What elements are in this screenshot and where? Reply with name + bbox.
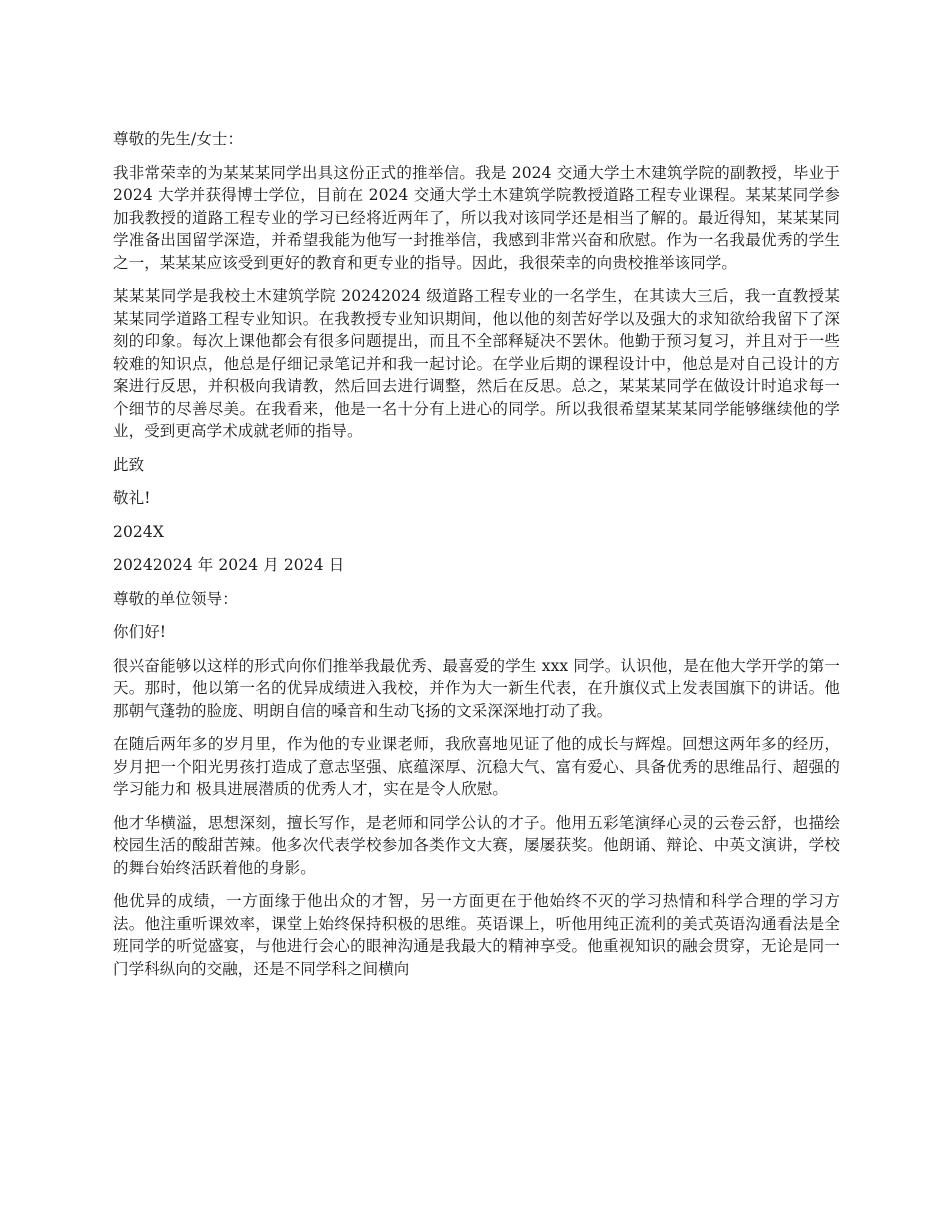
salutation: 尊敬的先生/女士： xyxy=(113,130,244,148)
signature: 2024X xyxy=(113,522,164,541)
paragraph: 在随后两年多的岁月里，作为他的专业课老师，我欣喜地见证了他的成长与辉煌。回想这两年多的经历，岁月把一个阳光男孩打造成了意志坚强、底蕴深厚、沉稳大气、富有爱心、具备优秀的思维品行、超强的学习能力和 极具进展潜质的优秀人才，实在是令人欣慰。 xyxy=(113,735,840,798)
closing-line: 此致 xyxy=(113,455,145,474)
date-line: 20242024 年 2024 月 2024 日 xyxy=(113,556,345,574)
closing-regards: 敬礼! xyxy=(113,489,151,507)
document-body xyxy=(113,128,840,991)
paragraph: 他优异的成绩，一方面缘于他出众的才智，另一方面更在于他始终不灭的学习热情和科学合理的学习方法。他注重听课效率，课堂上始终保持积极的思维。英语课上，听他用纯正流利的美式英语沟通看法是全班同学的听觉盛宴，与他进行会心的眼神沟通是我最大的精神享受。他重视知识的融会贯穿，无论是同一门学科纵向的交融，还是不同学科之间横向 xyxy=(113,892,840,978)
paragraph: 我非常荣幸的为某某某同学出具这份正式的推举信。我是 2024 交通大学土木建筑学院的副教授，毕业于 2024 大学并获得博士学位，目前在 2024 交通大学土木建筑学院教授道路工程专业课程。某某某同学参加我教授的道路工程专业的学习已经将近两年了，所以我对该同学还是相当了解的。最近得知，某某某同学准备出国留学深造，并希望我能为他写一封推举信，我感到非常兴奋和欣慰。作为一名我最优秀的学生之一，某某某应该受到更好的教育和更专业的指导。因此，我很荣幸的向贵校推举该同学。 xyxy=(113,163,840,272)
greeting: 你们好! xyxy=(113,623,167,641)
paragraph: 很兴奋能够以这样的形式向你们推举我最优秀、最喜爱的学生 xxx 同学。认识他，是在他大学开学的第一天。那时，他以第一名的优异成绩进入我校，并作为大一新生代表，在升旗仪式上发表国旗下的讲话。他那朝气蓬勃的脸庞、明朗自信的嗓音和生动飞扬的文采深深地打动了我。 xyxy=(113,656,840,720)
salutation: 尊敬的单位领导： xyxy=(113,589,238,608)
paragraph: 某某某同学是我校土木建筑学院 20242024 级道路工程专业的一名学生，在其读大三后，我一直教授某某某同学道路工程专业知识。在我教授专业知识期间，他以他的刻苦好学以及强大的求知欲给我留下了深刻的印象。每次上课他都会有很多问题提出，而且不全部释疑决不罢休。他勤于预习复习，并且对于一些较难的知识点，他总是仔细记录笔记并和我一起讨论。在学业后期的课程设计中，他总是对自己设计的方案进行反思，并积极向我请教，然后回去进行调整，然后在反思。总之，某某某同学在做设计时追求每一个细节的尽善尽美。在我看来，他是一名十分有上进心的同学。所以我很希望某某某同学能够继续他的学业，受到更高学术成就老师的指导。 xyxy=(113,287,840,440)
paragraph: 他才华横溢，思想深刻，擅长写作，是老师和同学公认的才子。他用五彩笔演绎心灵的云卷云舒，也描绘校园生活的酸甜苦辣。他多次代表学校参加各类作文大赛，屡屡获奖。他朗诵、辩论、中英文演讲，学校的舞台始终活跃着他的身影。 xyxy=(113,813,840,877)
